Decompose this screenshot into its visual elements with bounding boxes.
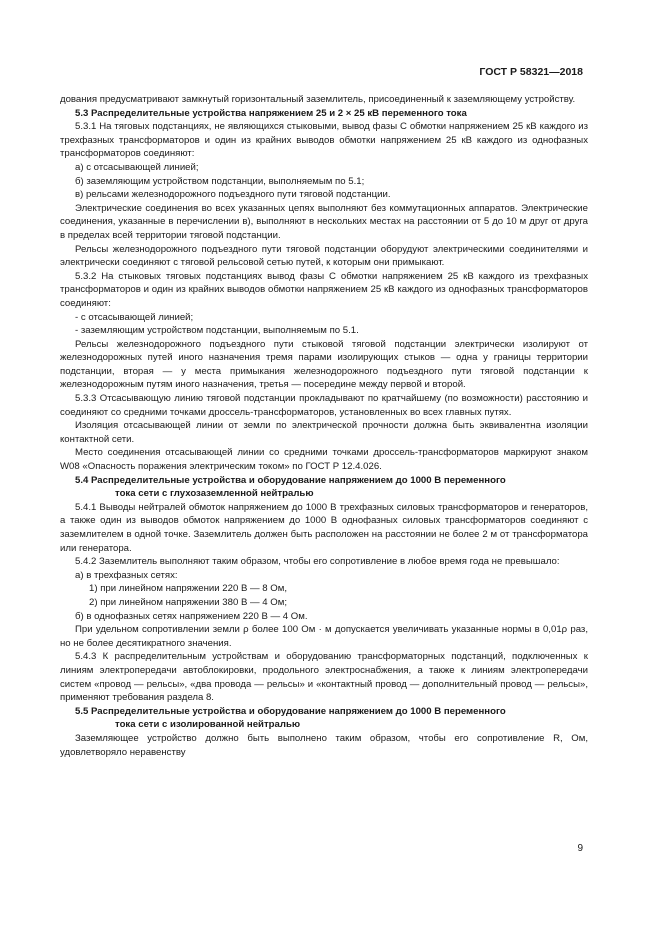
page-number: 9 xyxy=(577,843,583,854)
list-subitem: 2) при линейном напряжении 380 В — 4 Ом; xyxy=(89,596,288,608)
paragraph: Место соединения отсасывающей линии со средними точками дроссель-трансформаторов маркируют знаком W08 «Опасность поражения электрическим током» по ГОСТ Р 12.4.026. xyxy=(60,447,588,473)
list-item: - заземляющим устройством подстанции, выполняемым по 5.1. xyxy=(75,325,359,337)
paragraph-5-4-2: 5.4.2 Заземлитель выполняют таким образом, чтобы его сопротивление в любое время года не превышало: xyxy=(75,556,560,568)
list-item: - с отсасывающей линией; xyxy=(75,311,194,323)
paragraph-5-4-1: 5.4.1 Выводы нейтралей обмоток напряжением до 1000 В трехфазных силовых трансформаторов и генераторов, а также один из выводов обмоток напряжением до 1000 В однофазных силовых трансформаторов соединяют с заземлителем в одной точке. Заземлитель должен быть расположен на расстоянии не более 2 м от трансформатора или генератора. xyxy=(60,501,588,554)
paragraph: Изоляция отсасывающей линии от земли по электрической прочности должна быть эквивалентна изоляции контактной сети. xyxy=(60,420,588,445)
list-item: в) рельсами железнодорожного подъездного пути тяговой подстанции. xyxy=(75,189,391,201)
paragraph: Электрические соединения во всех указанных цепях выполняют без коммутационных аппаратов. Электрические соединения, указанные в перечислении в), выполняют в нескольких местах на расстоянии от 5 до 10 м друг от друга в пределах всей территории тяговой подстанции. xyxy=(60,202,588,241)
paragraph: Рельсы железнодорожного подъездного пути тяговой подстанции оборудуют электрическими соединителями и электрически соединяют с тяговой рельсовой сетью путей, к которым они примыкают. xyxy=(60,243,588,269)
section-heading-line: тока сети с изолированной нейтралью xyxy=(115,719,301,731)
list-item: б) заземляющим устройством подстанции, выполняемым по 5.1; xyxy=(75,175,365,187)
list-item: а) в трехфазных сетях: xyxy=(75,569,178,581)
list-item: а) с отсасывающей линией; xyxy=(75,161,199,173)
list-item: б) в однофазных сетях напряжением 220 В — 4 Ом. xyxy=(75,610,308,622)
paragraph: дования предусматривают замкнутый горизонтальный заземлитель, присоединенный к заземляющему устройству. xyxy=(60,94,576,105)
paragraph: При удельном сопротивлении земли ρ более 100 Ом · м допускается увеличивать указанные нормы в 0,01ρ раз, но не более десятикратного значения. xyxy=(60,624,588,649)
section-heading-line: 5.5 Распределительные устройства и оборудование напряжением до 1000 В переменного xyxy=(75,705,506,717)
paragraph-5-3-2: 5.3.2 На стыковых тяговых подстанциях вывод фазы С обмотки напряжением 25 кВ каждого из трехфазных трансформаторов и один из крайних выводов обмотки напряжением 25 кВ каждого из однофазных трансформаторов соединяют: xyxy=(60,270,588,309)
list-subitem: 1) при линейном напряжении 220 В — 8 Ом, xyxy=(89,583,288,595)
paragraph-5-3-3: 5.3.3 Отсасывающую линию тяговой подстанции прокладывают по кратчайшему (по возможности) расстоянию и соединяют со средними точками дроссель-трансформаторов, установленных во всех главных путях. xyxy=(60,393,588,418)
paragraph-5-3-1: 5.3.1 На тяговых подстанциях, не являющихся стыковыми, вывод фазы С обмотки напряжением 25 кВ каждого из трехфазных трансформаторов и один из крайних выводов обмотки напряжением 25 кВ каждого из однофазных трансформаторов соединяют: xyxy=(60,121,588,160)
section-heading-5-3: 5.3 Распределительные устройства напряжением 25 и 2 × 25 кВ переменного тока xyxy=(75,107,467,119)
section-heading-5-4 xyxy=(60,474,588,501)
paragraph-5-4-3: 5.4.3 К распределительным устройствам и оборудованию трансформаторных подстанций, подключенных к линиям электропередачи автоблокировки, продольного электроснабжения, а также к линиям электропередачи систем «провод — рельсы», «два провода — рельсы» и «контактный провод — дополнительный провод — рельсы», применяют требования раздела 8. xyxy=(60,651,588,704)
section-heading-line: 5.4 Распределительные устройства и оборудование напряжением до 1000 В переменного xyxy=(75,474,506,486)
document-body xyxy=(60,93,588,759)
section-heading-line: тока сети с глухозаземленной нейтралью xyxy=(115,488,314,500)
section-heading-5-5 xyxy=(60,705,588,732)
document-header: ГОСТ Р 58321—2018 xyxy=(479,66,583,78)
paragraph: Заземляющее устройство должно быть выполнено таким образом, чтобы его сопротивление R, Ом, удовлетворяло неравенству xyxy=(60,732,588,758)
paragraph: Рельсы железнодорожного подъездного пути стыковой тяговой подстанции электрически изолируют от железнодорожных путей иного назначения тремя парами изолирующих стыков — одна у границы территории подстанции, вторая — у места примыкания железнодорожного подъездного пути тяговой подстанции к железнодорожным путям иного назначения, третья — посередине между первой и второй. xyxy=(60,338,588,391)
